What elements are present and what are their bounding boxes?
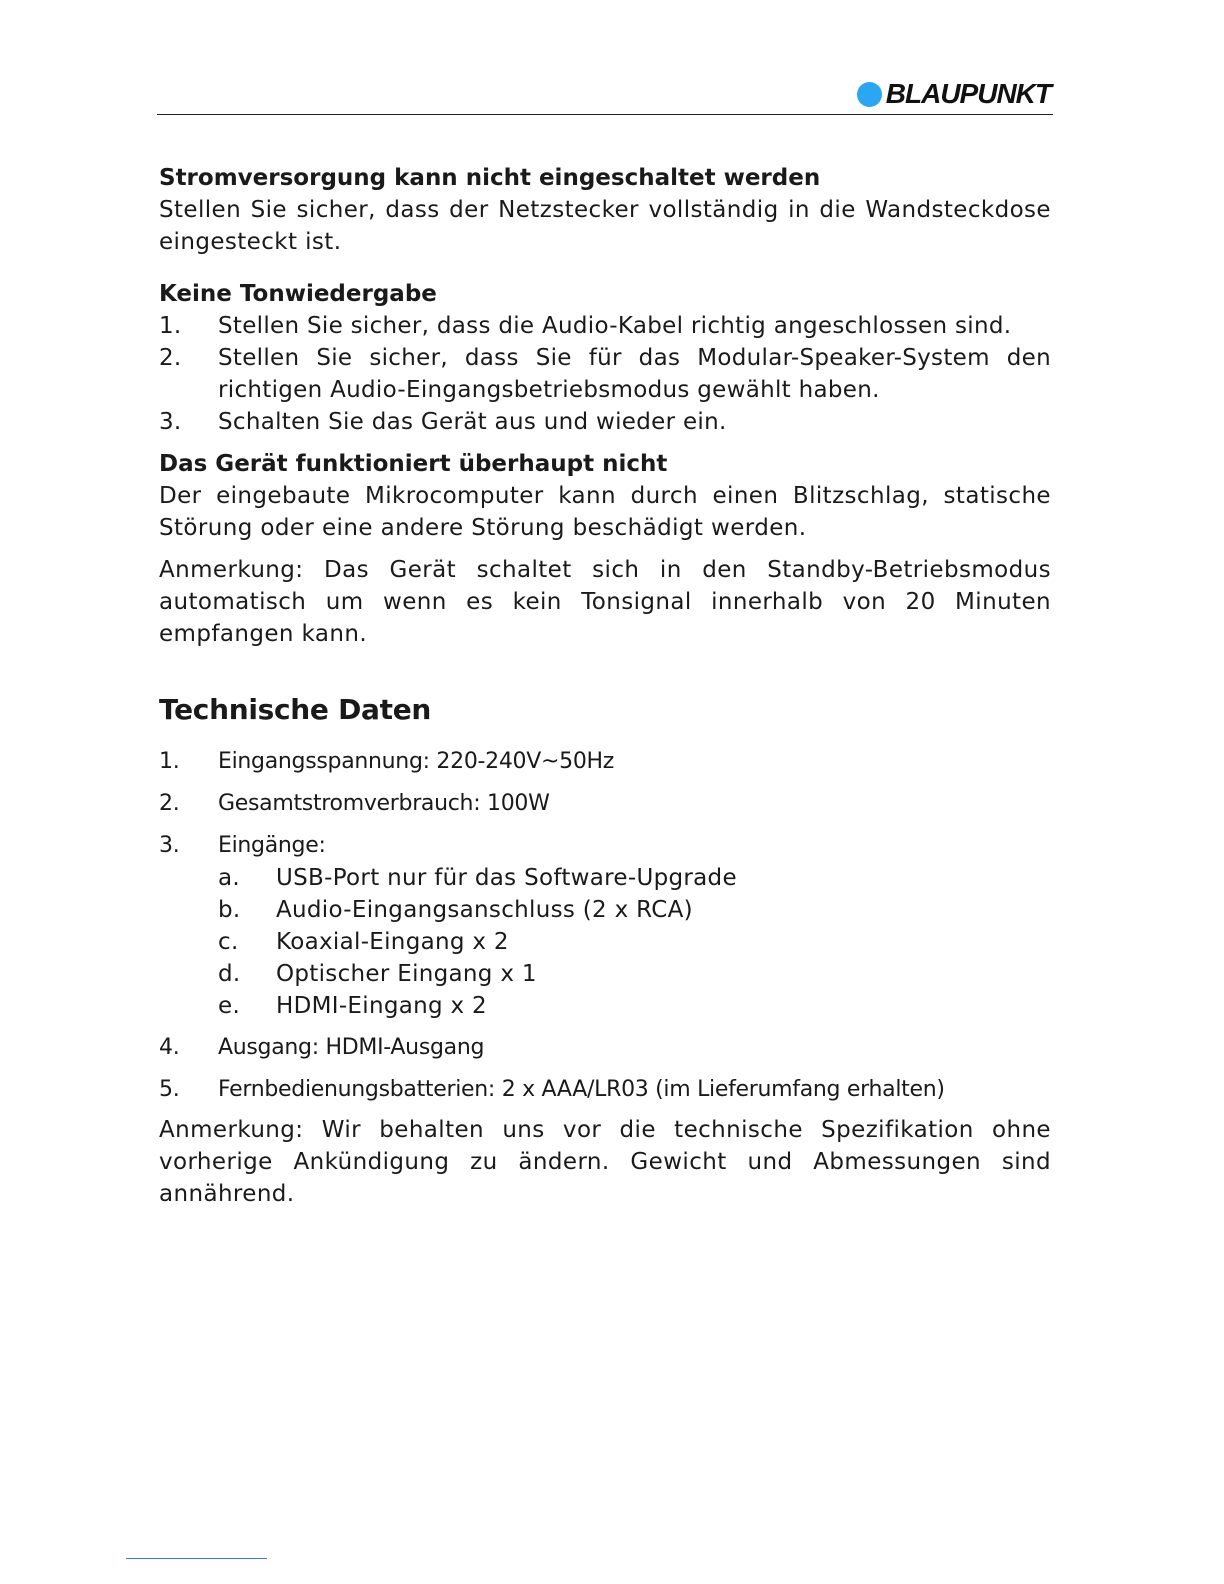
input-item xyxy=(159,958,1051,990)
spec-number: 1. xyxy=(159,749,180,774)
spec-text: Fernbedienungsbatterien: 2 x AAA/LR03 (im Lieferumfang erhalten) xyxy=(218,1077,945,1102)
spec-item xyxy=(159,830,1051,862)
specs-list-continued xyxy=(159,1032,1051,1106)
list-number: 1. xyxy=(159,313,182,339)
list-text: Schalten Sie das Gerät aus und wieder ein. xyxy=(218,409,727,435)
list-number: 2. xyxy=(159,345,182,371)
spec-item xyxy=(159,788,1051,820)
brand-logo xyxy=(857,78,1051,110)
not-working-heading: Das Gerät funktioniert überhaupt nicht xyxy=(159,451,668,477)
list-item xyxy=(159,310,1051,342)
input-text: Audio-Eingangsanschluss (2 x RCA) xyxy=(276,897,693,923)
input-text: Optischer Eingang x 1 xyxy=(276,961,537,987)
list-text: Stellen Sie sicher, dass Sie für das Modular-Speaker-System den richtigen Audio-Eingangsbetriebsmodus gewählt haben. xyxy=(218,345,1051,403)
input-text: Koaxial-Eingang x 2 xyxy=(276,929,509,955)
page-content xyxy=(159,162,1051,1210)
spec-text: Gesamtstromverbrauch: 100W xyxy=(218,791,550,816)
input-item xyxy=(159,926,1051,958)
power-text: Stellen Sie sicher, dass der Netzstecker vollständig in die Wandsteckdose eingesteckt ist. xyxy=(159,197,1051,255)
inputs-list xyxy=(159,862,1051,1022)
brand-name: BLAUPUNKT xyxy=(885,78,1051,109)
spec-number: 5. xyxy=(159,1077,180,1102)
spec-text: Eingangsspannung: 220-240V~50Hz xyxy=(218,749,615,774)
input-letter: a. xyxy=(218,865,241,891)
spec-item xyxy=(159,1074,1051,1106)
spec-item xyxy=(159,1032,1051,1064)
spec-number: 2. xyxy=(159,791,180,816)
specs-title: Technische Daten xyxy=(159,693,432,726)
spec-number: 3. xyxy=(159,833,180,858)
list-number: 3. xyxy=(159,409,182,435)
input-item xyxy=(159,894,1051,926)
page-header xyxy=(157,74,1053,115)
input-text: USB-Port nur für das Software-Upgrade xyxy=(276,865,737,891)
input-letter: e. xyxy=(218,993,241,1019)
no-sound-list xyxy=(159,310,1051,438)
standby-note: Anmerkung: Das Gerät schaltet sich in den Standby-Betriebsmodus automatisch um wenn es kein Tonsignal innerhalb von 20 Minuten empfangen kann. xyxy=(159,557,1051,647)
not-working-text: Der eingebaute Mikrocomputer kann durch einen Blitzschlag, statische Störung oder eine andere Störung beschädigt werden. xyxy=(159,483,1051,541)
power-heading: Stromversorgung kann nicht eingeschaltet werden xyxy=(159,165,821,191)
list-item xyxy=(159,406,1051,438)
input-letter: c. xyxy=(218,929,239,955)
brand-dot-icon xyxy=(857,82,882,107)
spec-text: Ausgang: HDMI-Ausgang xyxy=(218,1035,485,1060)
spec-number: 4. xyxy=(159,1035,180,1060)
input-letter: d. xyxy=(218,961,241,987)
specs-note: Anmerkung: Wir behalten uns vor die technische Spezifikation ohne vorherige Ankündigung zu ändern. Gewicht und Abmessungen sind annährend. xyxy=(159,1117,1051,1207)
spec-text: Eingänge: xyxy=(218,833,326,858)
list-item xyxy=(159,342,1051,406)
specs-list xyxy=(159,746,1051,862)
input-letter: b. xyxy=(218,897,241,923)
list-text: Stellen Sie sicher, dass die Audio-Kabel richtig angeschlossen sind. xyxy=(218,313,1012,339)
input-item xyxy=(159,862,1051,894)
no-sound-heading: Keine Tonwiedergabe xyxy=(159,281,437,307)
spec-item xyxy=(159,746,1051,778)
input-item xyxy=(159,990,1051,1022)
footer-divider xyxy=(126,1558,267,1559)
input-text: HDMI-Eingang x 2 xyxy=(276,993,487,1019)
